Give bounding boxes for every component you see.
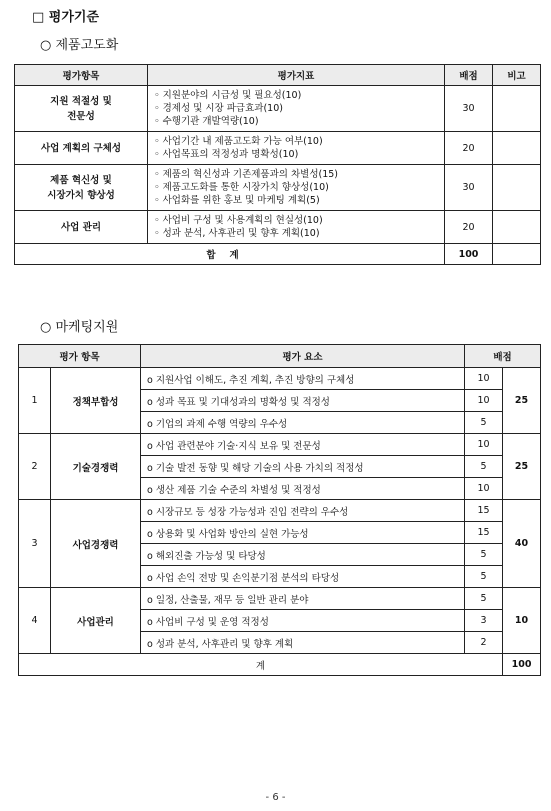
eval-element: o 생산 제품 기술 수준의 차별성 및 적정성 bbox=[141, 478, 465, 500]
eval-indicators bbox=[148, 165, 445, 211]
table1-heading: ○ 제품고도화 bbox=[40, 38, 119, 53]
eval-score: 20 bbox=[445, 132, 493, 165]
element-points: 2 bbox=[465, 632, 503, 654]
group-number: 2 bbox=[19, 434, 51, 500]
eval-item bbox=[15, 165, 148, 211]
header-indicator: 평가지표 bbox=[148, 65, 445, 86]
marketing-support-table bbox=[18, 344, 541, 676]
eval-element: o 기업의 과제 수행 역량의 우수성 bbox=[141, 412, 465, 434]
eval-item-line: 제품 혁신성 및 bbox=[50, 174, 112, 186]
eval-note bbox=[493, 132, 541, 165]
table-row bbox=[15, 165, 541, 211]
table1-total-label: 합계 bbox=[15, 244, 445, 265]
eval-note bbox=[493, 86, 541, 132]
indicator-line: ◦ 지원분야의 시급성 및 필요성(10) bbox=[154, 90, 302, 101]
product-advancement-table bbox=[14, 64, 541, 265]
group-category: 정책부합성 bbox=[51, 368, 141, 434]
element-points: 5 bbox=[465, 456, 503, 478]
eval-item-line: 전문성 bbox=[67, 110, 95, 122]
indicator-line: ◦ 사업기간 내 제품고도화 가능 여부(10) bbox=[154, 136, 323, 147]
table-row bbox=[19, 588, 541, 610]
group-number: 1 bbox=[19, 368, 51, 434]
table-row bbox=[19, 500, 541, 522]
group-subtotal: 25 bbox=[503, 434, 541, 500]
table2-total-value: 100 bbox=[503, 654, 541, 676]
element-points: 10 bbox=[465, 478, 503, 500]
indicator-line: ◦ 사업화를 위한 홍보 및 마케팅 계획(5) bbox=[154, 195, 320, 206]
eval-item bbox=[15, 86, 148, 132]
eval-item-line: 사업 관리 bbox=[60, 221, 101, 233]
element-points: 10 bbox=[465, 368, 503, 390]
element-points: 5 bbox=[465, 588, 503, 610]
group-category: 사업경쟁력 bbox=[51, 500, 141, 588]
eval-indicators bbox=[148, 132, 445, 165]
element-points: 15 bbox=[465, 500, 503, 522]
eval-element: o 상용화 및 사업화 방안의 실현 가능성 bbox=[141, 522, 465, 544]
header-eval-element: 평가 요소 bbox=[141, 345, 465, 368]
group-subtotal: 40 bbox=[503, 500, 541, 588]
eval-item-line: 사업 계획의 구체성 bbox=[40, 142, 122, 154]
table-row bbox=[15, 211, 541, 244]
header-score: 배점 bbox=[445, 65, 493, 86]
eval-item bbox=[15, 132, 148, 165]
table1-total-value: 100 bbox=[445, 244, 493, 265]
indicator-line: ◦ 제품의 혁신성과 기존제품과의 차별성(15) bbox=[154, 169, 339, 180]
element-points: 10 bbox=[465, 390, 503, 412]
eval-element: o 시장규모 등 성장 가능성과 진입 전략의 우수성 bbox=[141, 500, 465, 522]
indicator-line: ◦ 사업목표의 적정성과 명확성(10) bbox=[154, 149, 299, 160]
table2-total-label: 계 bbox=[19, 654, 503, 676]
group-subtotal: 10 bbox=[503, 588, 541, 654]
eval-element: o 기술 발전 동향 및 해당 기술의 사용 가치의 적정성 bbox=[141, 456, 465, 478]
indicator-line: ◦ 수행기관 개발역량(10) bbox=[154, 116, 259, 127]
element-points: 5 bbox=[465, 544, 503, 566]
element-points: 10 bbox=[465, 434, 503, 456]
eval-score: 20 bbox=[445, 211, 493, 244]
indicator-line: ◦ 성과 분석, 사후관리 및 향후 계획(10) bbox=[154, 228, 320, 239]
eval-element: o 사업 관련분야 기술·지식 보유 및 전문성 bbox=[141, 434, 465, 456]
group-category: 기술경쟁력 bbox=[51, 434, 141, 500]
section-title: □ 평가기준 bbox=[32, 10, 100, 25]
eval-element: o 성과 목표 및 기대성과의 명확성 및 적정성 bbox=[141, 390, 465, 412]
eval-note bbox=[493, 165, 541, 211]
group-number: 4 bbox=[19, 588, 51, 654]
table2-heading: ○ 마케팅지원 bbox=[40, 320, 119, 335]
header-note: 비고 bbox=[493, 65, 541, 86]
group-category: 사업관리 bbox=[51, 588, 141, 654]
indicator-line: ◦ 경제성 및 시장 파급효과(10) bbox=[154, 103, 283, 114]
table-row bbox=[19, 368, 541, 390]
eval-score: 30 bbox=[445, 165, 493, 211]
table-row bbox=[15, 86, 541, 132]
eval-score: 30 bbox=[445, 86, 493, 132]
element-points: 15 bbox=[465, 522, 503, 544]
header-eval-item: 평가 항목 bbox=[19, 345, 141, 368]
table-row bbox=[15, 132, 541, 165]
group-number: 3 bbox=[19, 500, 51, 588]
eval-element: o 일정, 산출물, 재무 등 일반 관리 분야 bbox=[141, 588, 465, 610]
eval-element: o 성과 분석, 사후관리 및 향후 계획 bbox=[141, 632, 465, 654]
page-number: - 6 - bbox=[265, 792, 286, 803]
group-subtotal: 25 bbox=[503, 368, 541, 434]
header-item: 평가항목 bbox=[15, 65, 148, 86]
element-points: 3 bbox=[465, 610, 503, 632]
indicator-line: ◦ 제품고도화를 통한 시장가치 향상성(10) bbox=[154, 182, 329, 193]
element-points: 5 bbox=[465, 566, 503, 588]
eval-element: o 사업비 구성 및 운영 적정성 bbox=[141, 610, 465, 632]
table-row bbox=[19, 434, 541, 456]
eval-element: o 지원사업 이해도, 추진 계획, 추진 방향의 구체성 bbox=[141, 368, 465, 390]
indicator-line: ◦ 사업비 구성 및 사용계획의 현실성(10) bbox=[154, 215, 323, 226]
eval-note bbox=[493, 211, 541, 244]
element-points: 5 bbox=[465, 412, 503, 434]
eval-item-line: 지원 적절성 및 bbox=[50, 95, 112, 107]
eval-element: o 사업 손익 전망 및 손익분기점 분석의 타당성 bbox=[141, 566, 465, 588]
eval-indicators bbox=[148, 211, 445, 244]
header-points: 배점 bbox=[465, 345, 541, 368]
eval-element: o 해외진출 가능성 및 타당성 bbox=[141, 544, 465, 566]
eval-indicators bbox=[148, 86, 445, 132]
eval-item-line: 시장가치 향상성 bbox=[47, 189, 115, 201]
eval-item bbox=[15, 211, 148, 244]
table1-total-note bbox=[493, 244, 541, 265]
